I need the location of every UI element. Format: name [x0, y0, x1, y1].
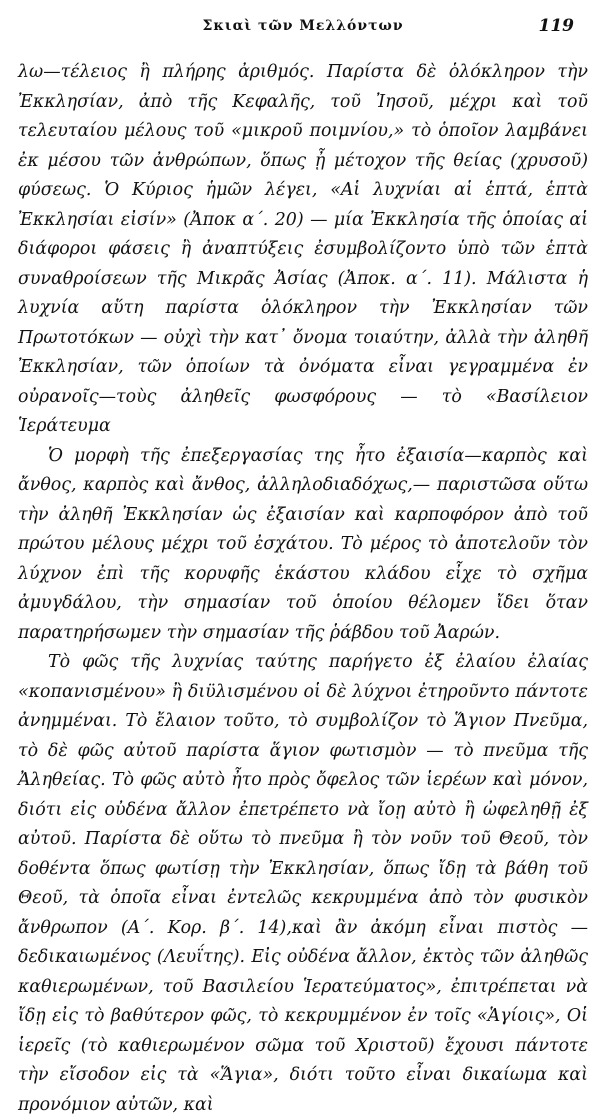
running-header — [18, 8, 588, 52]
page-number: 119 — [538, 16, 574, 36]
running-title: Σκιαὶ τῶν Μελλόντων — [202, 18, 404, 34]
paragraph-3: Τὸ φῶς τῆς λυχνίας ταύτης παρήγετο ἐξ ἐλαίου ἐλαίας «κοπανισμένου» ἢ διϋλισμένου οἱ δὲ λύχνοι ἐτηροῦντο πάντοτε ἀνημμέναι. Τὸ ἔλαιον τοῦτο, τὸ συμβολίζον τὸ Ἅγιον Πνεῦμα, τὸ δὲ φῶς αὐτοῦ παρίστα ἅγιον φωτισμὸν — τὸ πνεῦμα τῆς Ἀληθείας. Τὸ φῶς αὐτὸ ἦτο πρὸς ὄφελος τῶν ἱερέων καὶ μόνον, διότι εἰς οὐδένα ἄλλον ἐπετρέπετο νὰ ἴοῃ αὐτὸ ἢ ὠφεληθῇ ἐξ αὐτοῦ. Παρίστα δὲ οὕτω τὸ πνεῦμα ἢ τὸν νοῦν τοῦ Θεοῦ, τὸν δοθέντα ὅπως φωτίσῃ τὴν Ἐκκλησίαν, ὅπως ἴδῃ τὰ βάθη τοῦ Θεοῦ, τὰ ὁποῖα εἶναι ἐντελῶς κεκρυμμένα ἀπὸ τὸν φυσικὸν ἄνθρωπον (Α΄. Κορ. β΄. 14),καὶ ἂν ἀκόμη εἶναι πιστὸς — δεδικαιωμένος (Λευΐτης). Εἰς οὐδένα ἄλλον, ἐκτὸς τῶν ἀληθῶς καθιερωμένων, τοῦ Βασιλείου Ἱερατεύματος», ἐπιτρέπεται νὰ ἴδῃ εἰς τὸ βαθύτερον φῶς, τὸ κεκρυμμένον ἐν τοῖς «Ἁγίοις», Οἱ ἱερεῖς (τὸ καθιερωμένον σῶμα τοῦ Χριστοῦ) ἔχουσι πάντοτε τὴν εἴσοδον εἰς τὰ «Ἅγια», διότι τοῦτο εἶναι δικαίωμα καὶ προνόμιον αὐτῶν, καὶ — [18, 652, 588, 1115]
paragraph-1: λω—τέλειος ἢ πλήρης ἀριθμός. Παρίστα δὲ ὁλόκληρον τὴν Ἐκκλησίαν, ἀπὸ τῆς Κεφαλῆς, τοῦ Ἰησοῦ, μέχρι καὶ τοῦ τελευταίου μέλους τοῦ «μικροῦ ποιμνίου,» τὸ ὁποῖον λαμβάνει ἐκ μέσου τῶν ἀνθρώπων, ὅπως ᾖ μέτοχον τῆς θείας (χρυσοῦ) φύσεως. Ὁ Κύριος ἡμῶν λέγει, «Αἱ λυχνίαι αἱ ἑπτά, ἑπτὰ Ἐκκλησίαι εἰσίν» (Ἀποκ α΄. 20) — μία Ἐκκλησία τῆς ὁποίας αἱ διάφοροι φάσεις ἢ ἀναπτύξεις ἐσυμβολίζοντο ὑπὸ τῶν ἑπτὰ συναθροίσεων τῆς Μικρᾶς Ἀσίας (Ἀποκ. α΄. 11). Μάλιστα ἡ λυχνία αὕτη παρίστα ὁλόκληρον τὴν Ἐκκλησίαν τῶν Πρωτοτόκων — οὐχὶ τὴν κατ᾽ ὄνομα τοιαύτην, ἀλλὰ τὴν ἀληθῆ Ἐκκλησίαν, τῶν ὁποίων τὰ ὀνόματα εἶναι γεγραμμένα ἐν οὐρανοῖς—τοὺς ἀληθεῖς φωσφόρους — τὸ «Βασίλειον Ἱεράτευμα — [18, 62, 588, 436]
body-text — [18, 58, 588, 1120]
paragraph-2: Ὁ μορφὴ τῆς ἐπεξεργασίας της ἦτο ἐξαισία—καρπὸς καὶ ἄνθος, καρπὸς καὶ ἄνθος, ἀλληλοδιαδόχως,— παριστῶσα οὕτω τὴν ἀληθῆ Ἐκκλησίαν ὡς ἐξαισίαν καὶ καρποφόρον ἀπὸ τοῦ πρώτου μέλους μέχρι τοῦ ἐσχάτου. Τὸ μέρος τὸ ἀποτελοῦν τὸν λύχνον ἐπὶ τῆς κορυφῆς ἑκάστου κλάδου εἶχε τὸ σχῆμα ἀμυγδάλου, τὴν σημασίαν τοῦ ὁποίου θέλομεν ἴδει ὅταν παρατηρήσωμεν τὴν σημασίαν τῆς ῥάβδου τοῦ Ἀαρών. — [18, 445, 588, 643]
